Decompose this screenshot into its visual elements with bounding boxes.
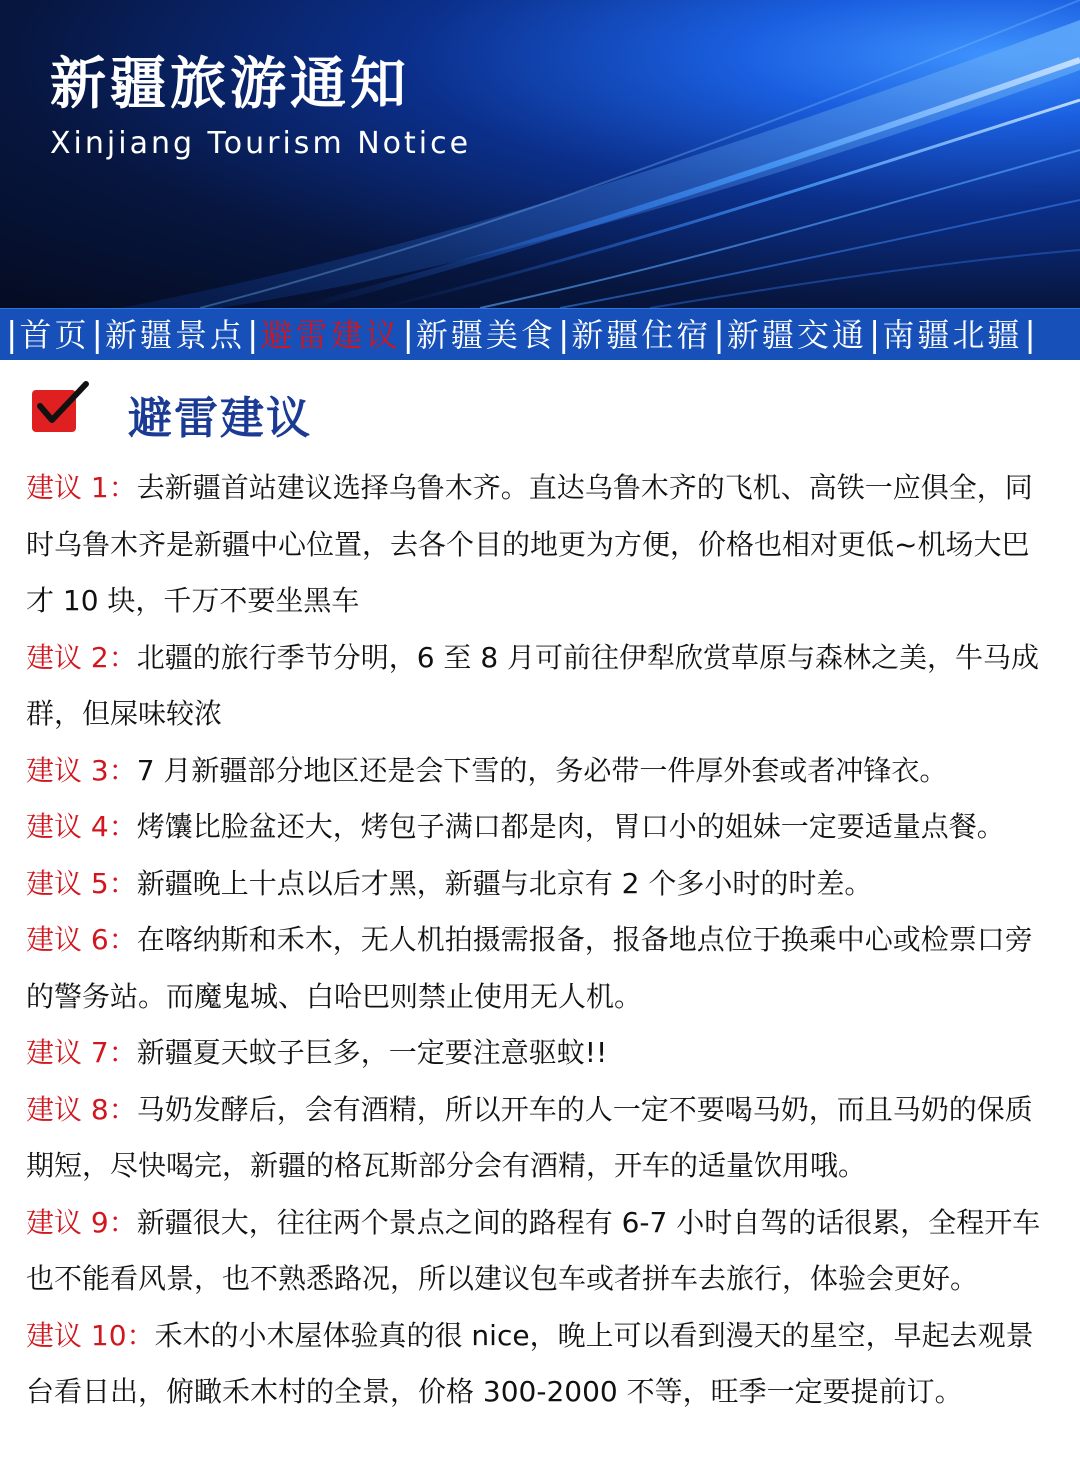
tip-label: 建议 6： xyxy=(26,923,137,956)
nav-item-4[interactable]: 新疆住宿 xyxy=(571,315,712,354)
tip-label: 建议 10： xyxy=(26,1318,155,1352)
nav-separator: | xyxy=(1024,314,1036,355)
nav-separator: | xyxy=(557,314,570,355)
tip-item xyxy=(26,1195,1054,1308)
section-header xyxy=(0,360,1080,460)
tip-label: 建议 3： xyxy=(26,753,137,787)
tip-item xyxy=(26,460,1054,630)
nav-bar xyxy=(0,308,1080,360)
tip-item xyxy=(26,856,1054,913)
banner-subtitle: Xinjiang Tourism Notice xyxy=(50,126,472,161)
nav-item-6[interactable]: 南疆北疆 xyxy=(882,315,1023,354)
tip-text: 7 月新疆部分地区还是会下雪的，务必带一件厚外套或者冲锋衣。 xyxy=(136,753,948,787)
tip-item xyxy=(26,912,1054,1025)
nav-separator: | xyxy=(91,314,103,355)
tip-text: 在喀纳斯和禾木，无人机拍摄需报备，报备地点位于换乘中心或检票口旁的警务站。而魔鬼城、白哈巴则禁止使用无人机。 xyxy=(26,923,1033,1013)
nav-separator: | xyxy=(713,314,725,355)
nav-item-1[interactable]: 新疆景点 xyxy=(104,315,245,354)
tip-label: 建议 2： xyxy=(26,640,137,674)
section-title: 避雷建议 xyxy=(128,393,312,444)
nav-item-0[interactable]: 首页 xyxy=(19,315,90,354)
tip-item xyxy=(26,1082,1054,1195)
tip-text: 新疆夏天蚊子巨多，一定要注意驱蚊!! xyxy=(136,1036,608,1069)
nav-item-5[interactable]: 新疆交通 xyxy=(726,315,867,354)
tips-list xyxy=(0,460,1080,1421)
tip-item xyxy=(26,1308,1054,1421)
tip-text: 北疆的旅行季节分明，6 至 8 月可前往伊犁欣赏草原与森林之美，牛马成群，但屎味较浓 xyxy=(26,640,1040,730)
tip-label: 建议 8： xyxy=(26,1092,137,1126)
nav-separator: | xyxy=(868,314,881,355)
tip-item xyxy=(26,799,1054,856)
nav-separator: | xyxy=(246,314,259,355)
nav-item-2[interactable]: 避雷建议 xyxy=(260,315,401,354)
tip-text: 去新疆首站建议选择乌鲁木齐。直达乌鲁木齐的飞机、高铁一应俱全，同时乌鲁木齐是新疆中心位置，去各个目的地更为方便，价格也相对更低~机场大巴才 10 块，千万不要坐黑车 xyxy=(26,471,1033,617)
tip-item xyxy=(26,630,1054,743)
banner-title: 新疆旅游通知 xyxy=(50,52,410,117)
tip-text: 禾木的小木屋体验真的很 nice，晚上可以看到漫天的星空，早起去观景台看日出，俯瞰禾木村的全景，价格 300-2000 不等，旺季一定要提前订。 xyxy=(26,1318,1034,1408)
nav-item-3[interactable]: 新疆美食 xyxy=(415,315,556,354)
header-banner xyxy=(0,0,1080,308)
tip-label: 建议 9： xyxy=(26,1205,137,1239)
tip-item xyxy=(26,1025,1054,1082)
tip-label: 建议 7： xyxy=(26,1036,137,1069)
nav-separator: | xyxy=(402,314,414,355)
tip-text: 马奶发酵后，会有酒精，所以开车的人一定不要喝马奶，而且马奶的保质期短，尽快喝完，新疆的格瓦斯部分会有酒精，开车的适量饮用哦。 xyxy=(26,1092,1033,1182)
tip-label: 建议 4： xyxy=(26,810,137,843)
tip-text: 烤馕比脸盆还大，烤包子满口都是肉，胃口小的姐妹一定要适量点餐。 xyxy=(136,810,1005,843)
tip-text: 新疆很大，往往两个景点之间的路程有 6-7 小时自驾的话很累，全程开车也不能看风景，也不熟悉路况，所以建议包车或者拼车去旅行，体验会更好。 xyxy=(26,1205,1041,1295)
tip-item xyxy=(26,743,1054,800)
nav-separator: | xyxy=(6,314,18,355)
tip-text: 新疆晚上十点以后才黑，新疆与北京有 2 个多小时的时差。 xyxy=(136,866,873,900)
check-icon xyxy=(32,390,76,432)
tip-label: 建议 5： xyxy=(26,866,137,900)
tip-label: 建议 1： xyxy=(26,471,137,504)
